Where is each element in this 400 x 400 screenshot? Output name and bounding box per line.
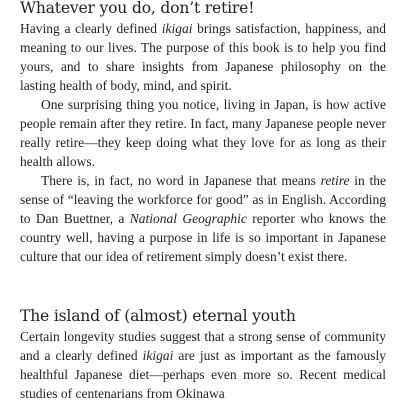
paragraph: Certain longevity studies suggest that a strong sense of community and a clearly defined ikigai are just as important as the famously healthful Japanese diet—perhaps even more so. Recent medical studies of centenarians from Okinawa	[20, 329, 387, 400]
section-dont-retire	[20, 0, 386, 266]
paragraph: One surprising thing you notice, living in Japan, is how active people remain after they retire. In fact, many Japanese people never really retire—they keep doing what they love for as long as their health allows.	[20, 97, 386, 169]
paragraph: Having a clearly defined ikigai brings satisfaction, happiness, and meaning to our lives. The purpose of this book is to help you find yours, and to share insights from Japanese philosophy on the lasting health of body, mind, and spirit.	[20, 21, 386, 93]
section-eternal-youth	[20, 305, 386, 400]
paragraph: There is, in fact, no word in Japanese that means retire in the sense of “leaving the workforce for good” as in English. According to Dan Buettner, a National Geographic reporter who knows the country well, having a purpose in life is so important in Japanese culture that our idea of retirement simply doesn’t exist there.	[20, 173, 386, 264]
section-heading: The island of (almost) eternal youth	[20, 307, 296, 325]
section-heading: Whatever you do, don’t retire!	[20, 0, 255, 17]
